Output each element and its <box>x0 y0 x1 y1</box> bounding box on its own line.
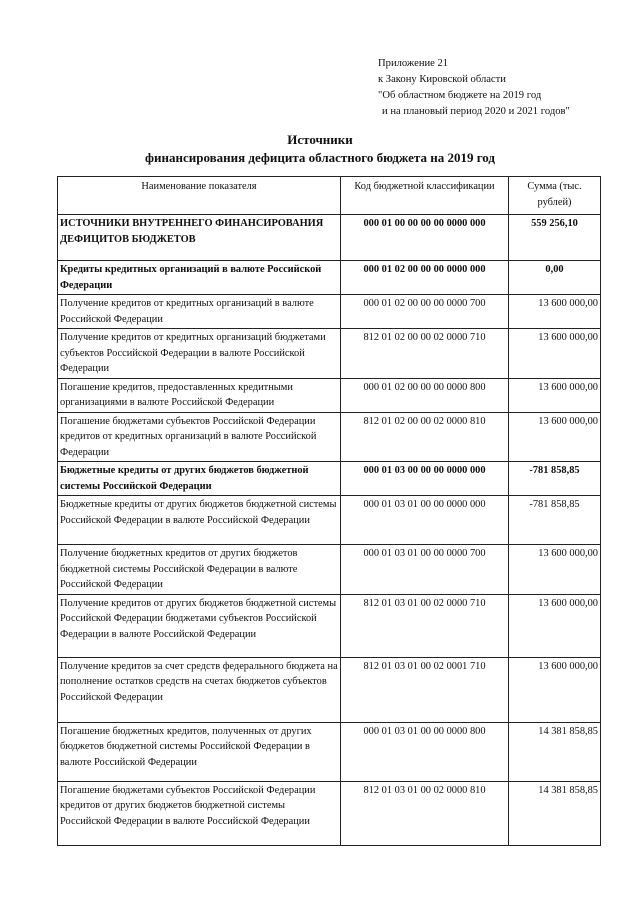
row-name: Погашение кредитов, предоставленных кредитными организациями в валюте Российской Федерации <box>58 378 341 412</box>
title-line-2: финансирования дефицита областного бюджета на 2019 год <box>145 150 495 165</box>
row-amount: 13 600 000,00 <box>509 412 601 462</box>
row-amount: 0,00 <box>509 261 601 295</box>
appendix-line-1: Приложение 21 <box>378 58 449 69</box>
row-amount: 13 600 000,00 <box>509 378 601 412</box>
row-code: 000 01 02 00 00 00 0000 000 <box>341 261 509 295</box>
row-amount: 13 600 000,00 <box>509 545 601 595</box>
row-amount: -781 858,85 <box>509 462 601 496</box>
table-row <box>58 378 601 412</box>
row-code: 812 01 03 01 00 02 0000 810 <box>341 781 509 845</box>
row-name: Получение кредитов от кредитных организаций в валюте Российской Федерации <box>58 295 341 329</box>
row-code: 812 01 02 00 00 02 0000 810 <box>341 412 509 462</box>
table-row <box>58 781 601 845</box>
row-name: Бюджетные кредиты от других бюджетов бюджетной системы Российской Федерации в валюте Российской Федерации <box>58 496 341 545</box>
row-name: Погашение бюджетных кредитов, полученных от других бюджетов бюджетной системы Российской Федерации в валюте Российской Федерации <box>58 722 341 781</box>
row-code: 000 01 03 01 00 00 0000 000 <box>341 496 509 545</box>
appendix-line-2: к Закону Кировской области <box>378 74 506 85</box>
row-name: Получение кредитов от кредитных организаций бюджетами субъектов Российской Федерации в валюте Российской Федерации <box>58 329 341 379</box>
row-name: Погашение бюджетами субъектов Российской Федерации кредитов от кредитных организаций в валюте Российской Федерации <box>58 412 341 462</box>
table-row <box>58 261 601 295</box>
row-code: 812 01 02 00 00 02 0000 710 <box>341 329 509 379</box>
row-amount: 14 381 858,85 <box>509 722 601 781</box>
row-code: 000 01 03 01 00 00 0000 700 <box>341 545 509 595</box>
table-row <box>58 545 601 595</box>
appendix-line-3: "Об областном бюджете на 2019 год <box>378 90 542 101</box>
row-code: 000 01 00 00 00 00 0000 000 <box>341 215 509 261</box>
appendix-header <box>378 56 570 120</box>
row-code: 000 01 03 01 00 00 0000 800 <box>341 722 509 781</box>
row-code: 000 01 02 00 00 00 0000 800 <box>341 378 509 412</box>
document-title <box>0 131 640 167</box>
row-code: 000 01 02 00 00 00 0000 700 <box>341 295 509 329</box>
header-amount: Сумма (тыс. рублей) <box>509 177 601 215</box>
table-row <box>58 329 601 379</box>
row-amount: 13 600 000,00 <box>509 329 601 379</box>
row-code: 812 01 03 01 00 02 0001 710 <box>341 657 509 722</box>
row-amount: 13 600 000,00 <box>509 657 601 722</box>
header-code: Код бюджетной классификации <box>341 177 509 215</box>
table-row <box>58 722 601 781</box>
row-name: ИСТОЧНИКИ ВНУТРЕННЕГО ФИНАНСИРОВАНИЯ ДЕФИЦИТОВ БЮДЖЕТОВ <box>58 215 341 261</box>
row-amount: 13 600 000,00 <box>509 295 601 329</box>
row-name: Бюджетные кредиты от других бюджетов бюджетной системы Российской Федерации <box>58 462 341 496</box>
financing-sources-table <box>57 176 601 846</box>
table-row <box>58 594 601 657</box>
row-amount: 13 600 000,00 <box>509 594 601 657</box>
row-name: Получение кредитов за счет средств федерального бюджета на пополнение остатков средств на счетах бюджетов субъектов Российской Федерации <box>58 657 341 722</box>
table-row <box>58 215 601 261</box>
title-line-1: Источники <box>287 132 353 147</box>
row-amount: 14 381 858,85 <box>509 781 601 845</box>
table-row <box>58 295 601 329</box>
row-code: 812 01 03 01 00 02 0000 710 <box>341 594 509 657</box>
table-row <box>58 496 601 545</box>
row-name: Получение кредитов от других бюджетов бюджетной системы Российской Федерации бюджетами субъектов Российской Федерации в валюте Российской Федерации <box>58 594 341 657</box>
appendix-line-4: и на плановый период 2020 и 2021 годов" <box>382 106 570 117</box>
row-amount: 559 256,10 <box>509 215 601 261</box>
row-amount: -781 858,85 <box>509 496 601 545</box>
row-code: 000 01 03 00 00 00 0000 000 <box>341 462 509 496</box>
table-row <box>58 462 601 496</box>
row-name: Погашение бюджетами субъектов Российской Федерации кредитов от других бюджетов бюджетной системы Российской Федерации в валюте Российской Федерации <box>58 781 341 845</box>
row-name: Получение бюджетных кредитов от других бюджетов бюджетной системы Российской Федерации в валюте Российской Федерации <box>58 545 341 595</box>
header-name: Наименование показателя <box>58 177 341 215</box>
table-row <box>58 657 601 722</box>
row-name: Кредиты кредитных организаций в валюте Российской Федерации <box>58 261 341 295</box>
table-row <box>58 412 601 462</box>
table-header-row <box>58 177 601 215</box>
